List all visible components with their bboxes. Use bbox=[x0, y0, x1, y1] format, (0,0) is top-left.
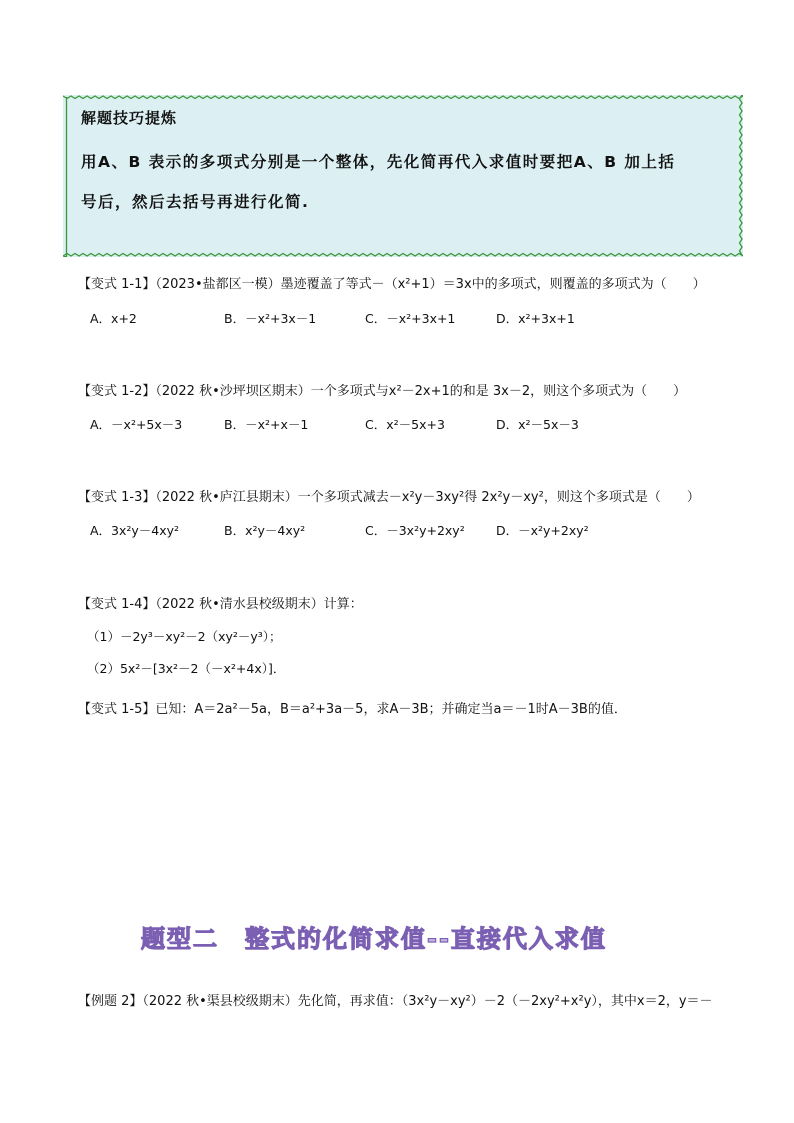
option-a: A．3x²y－4xy² bbox=[90, 523, 180, 538]
option-a: A．x+2 bbox=[90, 311, 137, 326]
sub-question-1: （1）－2y³－xy²－2（xy²－y³）； bbox=[87, 629, 282, 644]
option-d: D．x²+3x+1 bbox=[496, 311, 575, 326]
sub-question-2: （2）5x²－[3x²－2（－x²+4x）]． bbox=[87, 661, 286, 676]
option-d: D．－x²y+2xy² bbox=[496, 523, 589, 538]
option-b: B．－x²+3x－1 bbox=[224, 311, 317, 326]
option-d: D．x²－5x－3 bbox=[496, 417, 579, 432]
question-1-5: 【变式 1-5】已知：A＝2a²－5a，B＝a²+3a－5，求A－3B；并确定当a＝－1时A－3B的值． bbox=[78, 702, 627, 717]
option-b: B．－x²+x－1 bbox=[224, 417, 309, 432]
tip-line-2: 号后，然后去括号再进行化简. bbox=[81, 193, 310, 211]
option-c: C．－3x²y+2xy² bbox=[365, 523, 465, 538]
option-b: B．x²y－4xy² bbox=[224, 523, 306, 538]
question-1-3: 【变式 1-3】（2022 秋•庐江县期末）一个多项式减去－x²y－3xy²得 2x²y－xy²，则这个多项式是（ ） bbox=[78, 490, 700, 505]
tip-title: 解题技巧提炼 bbox=[81, 109, 178, 127]
option-c: C．－x²+3x+1 bbox=[365, 311, 456, 326]
section-title: 题型二 整式的化简求值--直接代入求值 bbox=[141, 925, 607, 953]
question-1-1: 【变式 1-1】（2023•盐都区一模）墨迹覆盖了等式－（x²+1）＝3x中的多项式，则覆盖的多项式为（ ） bbox=[78, 277, 706, 292]
option-c: C．x²－5x+3 bbox=[365, 417, 445, 432]
example-2: 【例题 2】（2022 秋•渠县校级期末）先化简，再求值：（3x²y－xy²）－2（－2xy²+x²y），其中x＝2，y＝－ bbox=[78, 994, 713, 1009]
question-1-2: 【变式 1-2】（2022 秋•沙坪坝区期末）一个多项式与x²－2x+1的和是 3x－2，则这个多项式为（ ） bbox=[78, 384, 687, 399]
tip-line-1: 用A、B 表示的多项式分别是一个整体，先化简再代入求值时要把A、B 加上括 bbox=[81, 153, 676, 171]
question-1-4: 【变式 1-4】（2022 秋•清水县校级期末）计算： bbox=[78, 597, 363, 612]
option-a: A．－x²+5x－3 bbox=[90, 417, 183, 432]
